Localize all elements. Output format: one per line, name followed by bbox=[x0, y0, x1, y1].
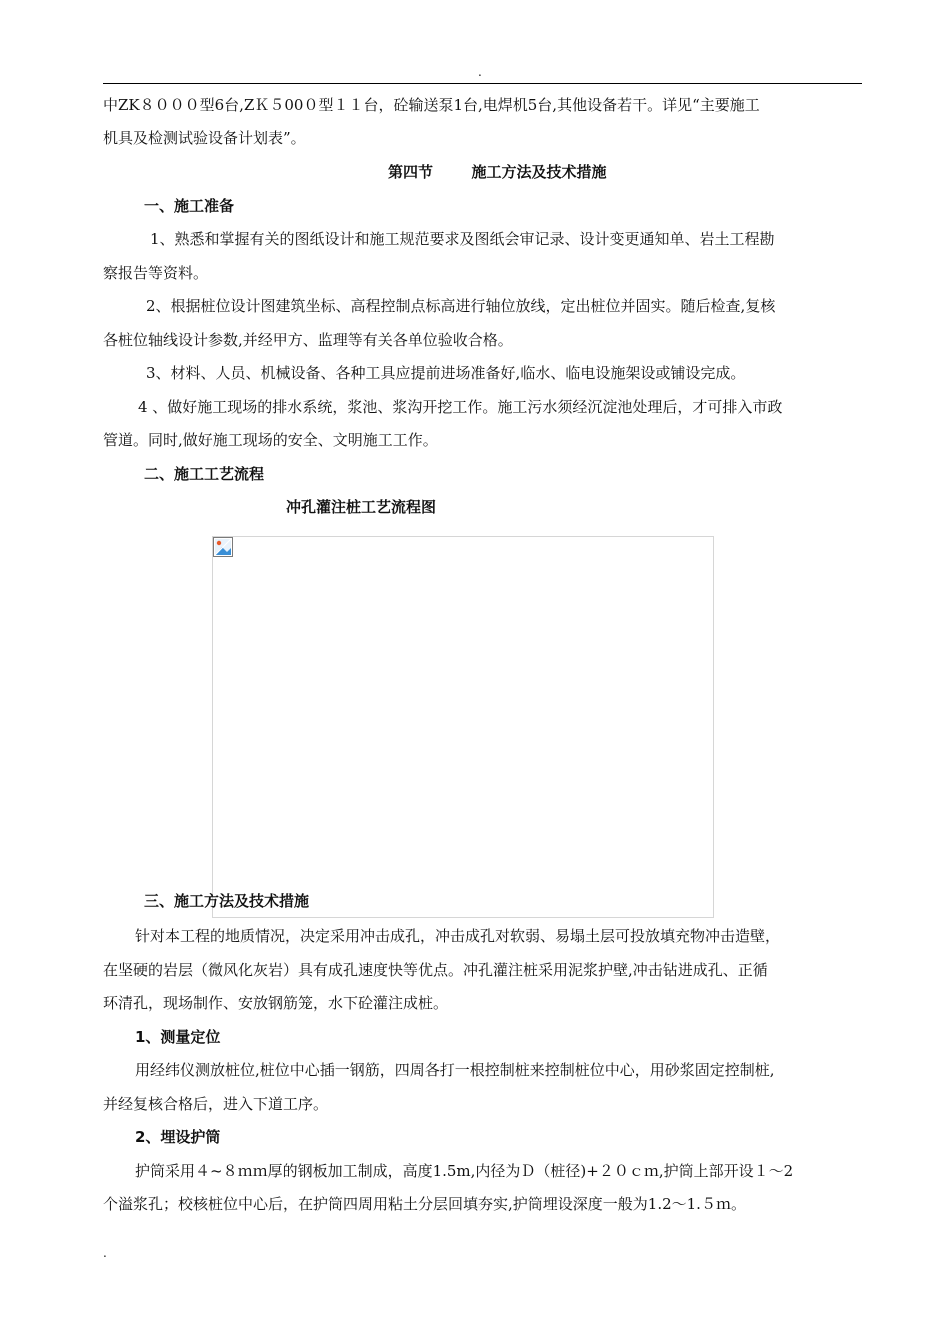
survey-line-2: 并经复核合格后，进入下道工序。 bbox=[103, 1095, 329, 1113]
prep-item-3: 3、材料、人员、机械设备、各种工具应提前进场准备好,临水、临电设施架设或铺设完成。 bbox=[146, 364, 746, 382]
footer-dot: . bbox=[103, 1246, 107, 1260]
flow-heading: 二、施工工艺流程 bbox=[144, 465, 265, 483]
methods-heading: 三、施工方法及技术措施 bbox=[144, 892, 310, 910]
prep-item-2-line-1: 2、根据桩位设计图建筑坐标、高程控制点标高进行轴位放线，定出桩位并固实。随后检查,复核 bbox=[146, 297, 776, 315]
casing-line-2: 个溢浆孔；校核桩位中心后，在护筒四周用粘土分层回填夯实,护筒埋设深度一般为1.2～1.５ｍ。 bbox=[103, 1195, 746, 1213]
methods-para-line-3: 环清孔，现场制作、安放钢筋笼，水下砼灌注成桩。 bbox=[103, 994, 449, 1012]
intro-line-2: 机具及检测试验设备计划表”。 bbox=[103, 129, 306, 147]
prep-item-2-line-2: 各桩位轴线设计参数,并经甲方、监理等有关各单位验收合格。 bbox=[103, 331, 513, 349]
casing-heading: 2、埋设护筒 bbox=[135, 1128, 221, 1146]
prep-heading: 一、施工准备 bbox=[144, 197, 235, 215]
prep-item-1-line-1: 1、熟悉和掌握有关的图纸设计和施工规范要求及图纸会审记录、设计变更通知单、岩土工程勘 bbox=[150, 230, 775, 248]
section-name: 施工方法及技术措施 bbox=[471, 163, 607, 181]
figure-title: 冲孔灌注桩工艺流程图 bbox=[286, 498, 437, 516]
flowchart-image-placeholder bbox=[212, 536, 714, 918]
prep-item-1-line-2: 察报告等资料。 bbox=[103, 264, 209, 282]
intro-line-1: 中ZK８０００型6台,ZＫ５00０型１１台，砼输送泵1台,电焊机5台,其他设备若干。详见“主要施工 bbox=[103, 96, 760, 114]
section-number: 第四节 bbox=[388, 163, 434, 181]
prep-item-4-line-2: 管道。同时,做好施工现场的安全、文明施工工作。 bbox=[103, 431, 438, 449]
casing-line-1: 护筒采用４~８ｍｍ厚的钢板加工制成，高度1.5m,内径为Ｄ（桩径)+２０ｃｍ,护筒上部开设１～2 bbox=[135, 1162, 794, 1180]
section-title bbox=[388, 162, 607, 182]
methods-para-line-2: 在坚硬的岩层（微风化灰岩）具有成孔速度快等优点。冲孔灌注桩采用泥浆护壁,冲击钻进成孔、正循 bbox=[103, 961, 768, 979]
survey-line-1: 用经纬仪测放桩位,桩位中心插一钢筋，四周各打一根控制桩来控制桩位中心，用砂浆固定控制桩, bbox=[135, 1061, 775, 1079]
header-rule bbox=[103, 83, 862, 84]
survey-heading: 1、测量定位 bbox=[135, 1028, 221, 1046]
header-dot: . bbox=[478, 65, 482, 79]
prep-item-4-line-1: 4 、做好施工现场的排水系统，浆池、浆沟开挖工作。施工污水须经沉淀池处理后，才可排入市政 bbox=[138, 398, 783, 416]
broken-image-icon bbox=[213, 537, 233, 557]
methods-para-line-1: 针对本工程的地质情况，决定采用冲击成孔，冲击成孔对软弱、易塌土层可投放填充物冲击造壁， bbox=[135, 927, 781, 945]
